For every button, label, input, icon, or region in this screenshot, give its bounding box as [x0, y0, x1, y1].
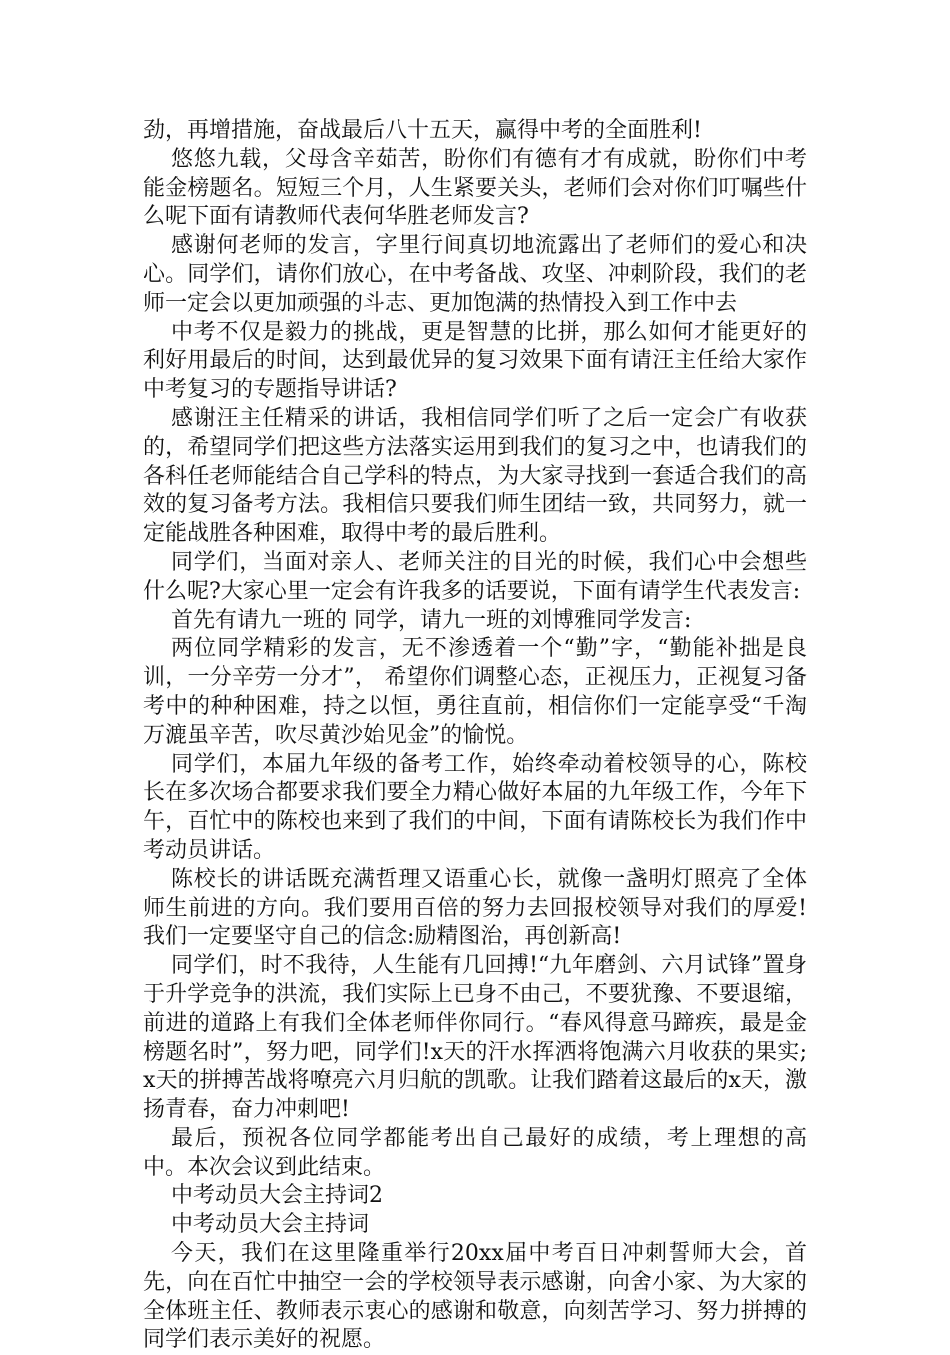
paragraph: 陈校长的讲话既充满哲理又语重心长，就像一盏明灯照亮了全体师生前进的方向。我们要用百倍的努力去回报校领导对我们的厚爱!我们一定要坚守自己的信念:励精图治，再创新高! [143, 866, 807, 950]
paragraph: 最后，预祝各位同学都能考出自己最好的成绩，考上理想的高中。本次会议到此结束。 [143, 1125, 807, 1180]
section-heading: 中考动员大会主持词2 [171, 1183, 383, 1209]
paragraph: 首先有请九一班的 同学，请九一班的刘博雅同学发言: [171, 607, 692, 633]
paragraph: 感谢何老师的发言，字里行间真切地流露出了老师们的爱心和决心。同学们，请你们放心，在中考备战、攻坚、冲刺阶段，我们的老师一定会以更加顽强的斗志、更加饱满的热情投入到工作中去 [143, 233, 807, 316]
paragraph: 同学们，时不我待，人生能有几回搏!“九年磨剑、六月试锋”置身于升学竞争的洪流，我们实际上已身不由己，不要犹豫、不要退缩，前进的道路上有我们全体老师伴你同行。“春风得意马蹄疾，最是金榜题名时”，努力吧，同学们!x天的汗水挥洒将饱满六月收获的果实;x天的拼搏苦战将嘹亮六月归航的凯歌。让我们踏着这最后的x天，激扬青春，奋力冲刺吧! [143, 953, 807, 1123]
paragraph: 同学们，本届九年级的备考工作，始终牵动着校领导的心，陈校长在多次场合都要求我们要全力精心做好本届的九年级工作，今年下午，百忙中的陈校也来到了我们的中间，下面有请陈校长为我们作中考动员讲话。 [143, 751, 807, 863]
paragraph: 感谢汪主任精采的讲话，我相信同学们听了之后一定会广有收获的，希望同学们把这些方法落实运用到我们的复习之中，也请我们的各科任老师能结合自己学科的特点，为大家寻找到一套适合我们的高效的复习备考方法。我相信只要我们师生团结一致，共同努力，就一定能战胜各种困难，取得中考的最后胜利。 [143, 405, 807, 547]
paragraph: 同学们，当面对亲人、老师关注的目光的时候，我们心中会想些什么呢?大家心里一定会有许我多的话要说，下面有请学生代表发言: [143, 549, 807, 604]
paragraph: 两位同学精彩的发言，无不渗透着一个“勤”字，“勤能补拙是良训，一分辛劳一分才”， 希望你们调整心态，正视压力，正视复习备考中的种种困难，持之以恒，勇往直前，相信你们一定能享受“千淘万漉虽辛苦，吹尽黄沙始见金”的愉悦。 [143, 636, 807, 748]
section-heading: 中考动员大会主持词 [171, 1212, 370, 1238]
paragraph: 劲，再增措施，奋战最后八十五天，赢得中考的全面胜利! [143, 118, 702, 143]
document-body [143, 117, 807, 1355]
paragraph: 中考不仅是毅力的挑战，更是智慧的比拼，那么如何才能更好的利好用最后的时间，达到最优异的复习效果下面有请汪主任给大家作中考复习的专题指导讲话? [143, 319, 807, 403]
paragraph: 今天，我们在这里隆重举行20xx届中考百日冲刺誓师大会，首先，向在百忙中抽空一会的学校领导表示感谢，向舍小家、为大家的全体班主任、教师表示衷心的感谢和敬意，向刻苦学习、努力拼搏的同学们表示美好的祝愿。 [143, 1241, 807, 1353]
paragraph: 悠悠九载，父母含辛茹苦，盼你们有德有才有成就，盼你们中考能金榜题名。短短三个月，人生紧要关头，老师们会对你们叮嘱些什么呢下面有请教师代表何华胜老师发言? [143, 146, 807, 230]
